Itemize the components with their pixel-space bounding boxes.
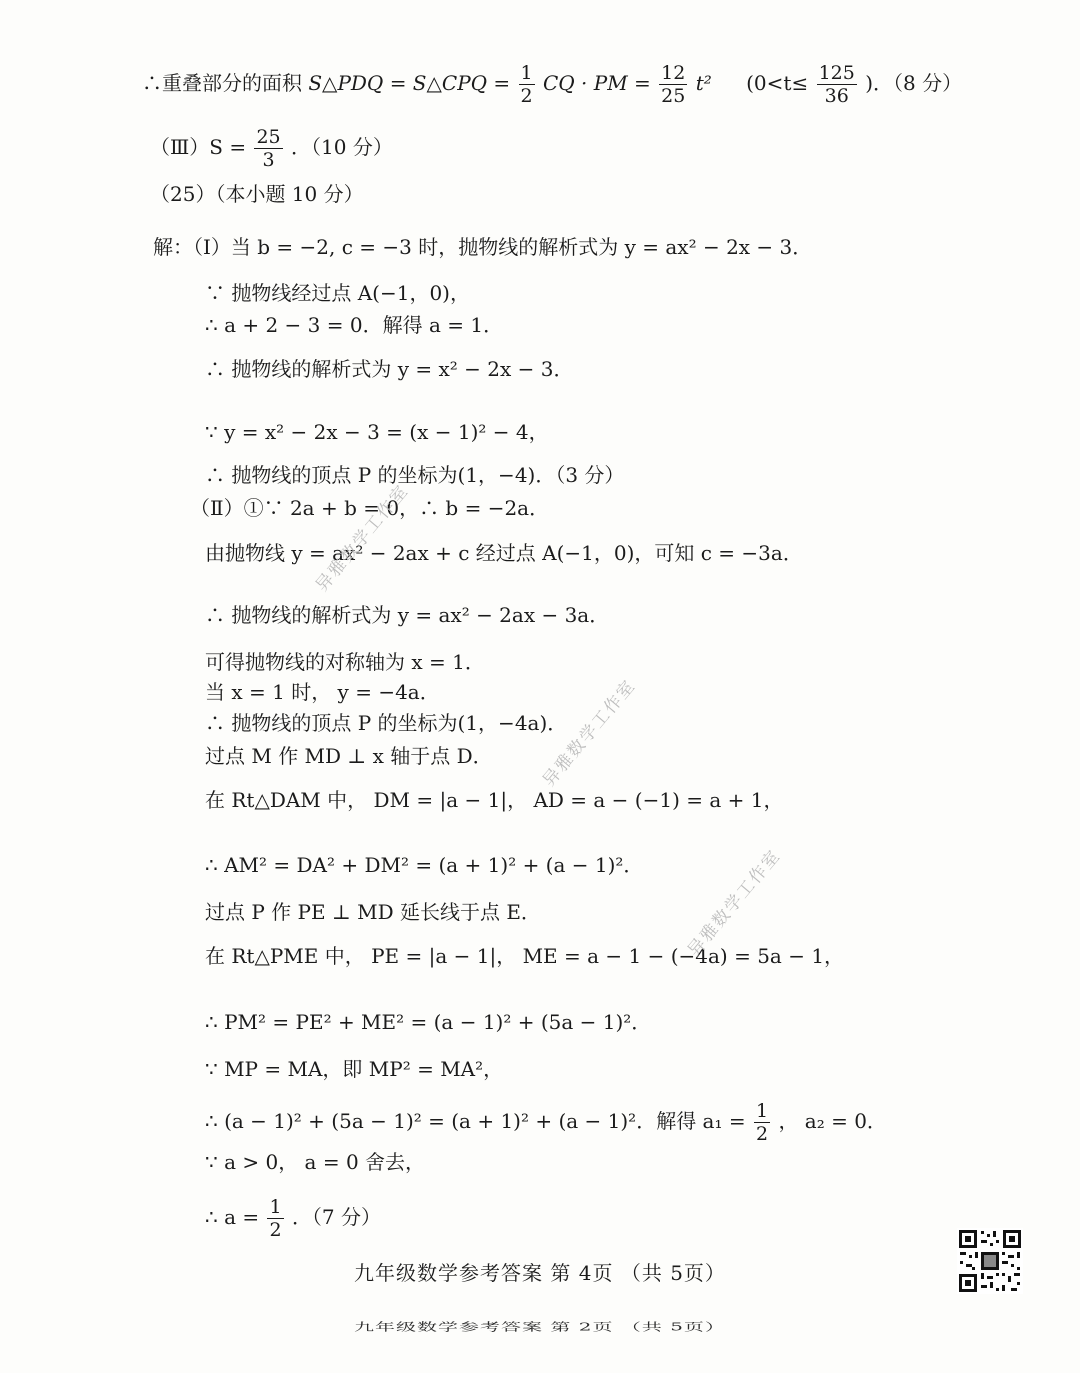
frac-num: 125 [818,62,855,84]
question-25-title: （25）（本小题 10 分） [150,182,364,206]
solution-line-15: ∴ AM² = DA² + DM² = (a + 1)² + (a − 1)²． [205,853,644,877]
solution-line-21: ∵ a > 0， a = 0 舍去， [205,1150,426,1174]
sol22-prefix: ∴ a = [205,1205,260,1229]
frac-den: 3 [262,149,275,171]
frac-num: 25 [256,126,281,148]
overlap-range-suffix: )．（8 分） [865,71,963,95]
fraction-1-2 [754,1100,770,1145]
watermark: 异雅数学工作室 [312,480,414,596]
watermark: 异雅数学工作室 [539,675,641,791]
solution-line-14: 在 Rt△DAM 中， DM = |a − 1|， AD = a − (−1) = a + 1， [205,788,784,812]
frac-den: 2 [755,1123,769,1145]
sol20-prefix: ∴ (a − 1)² + (5a − 1)² = (a + 1)² + (a − 1)²．解得 a₁ = [205,1109,746,1133]
solution-line-19: ∵ MP = MA，即 MP² = MA²， [205,1057,504,1081]
overlap-formula: S△PDQ = S△CPQ = [308,71,517,95]
overlap-prefix: ∴重叠部分的面积 [142,71,302,95]
fraction-25-3 [254,126,282,171]
solution-line-6: ∴ 抛物线的顶点 P 的坐标为(1，−4)．（3 分） [205,463,625,487]
frac-den: 36 [824,85,849,107]
overlap-t2: t² [695,71,712,95]
overlap-range-prefix: (0<t≤ [746,71,809,95]
solution-line-2: ∵ 抛物线经过点 A(−1，0)， [205,281,470,305]
fraction-half [519,62,535,107]
fraction-12-25 [659,62,687,107]
fraction-125-36 [817,62,857,107]
solution-line-13: 过点 M 作 MD ⊥ x 轴于点 D． [205,744,493,768]
watermark: 异雅数学工作室 [684,845,786,961]
part3-line [150,126,393,171]
solution-line-8: 由抛物线 y = ax² − 2ax + c 经过点 A(−1，0)，可知 c = −3a． [205,541,803,565]
solution-line-9: ∴ 抛物线的解析式为 y = ax² − 2ax − 3a． [205,603,610,627]
fraction-1-2-final [267,1196,283,1241]
solution-line-16: 过点 P 作 PE ⊥ MD 延长线于点 E． [205,900,541,924]
qr-code-icon [957,1228,1023,1294]
solution-line-11: 当 x = 1 时， y = −4a． [205,680,440,704]
overlap-area-line [142,62,962,107]
solution-line-20 [205,1100,887,1145]
solution-line-4: ∴ 抛物线的解析式为 y = x² − 2x − 3． [205,357,574,381]
solution-line-7: （Ⅱ）①∵ 2a + b = 0，∴ b = −2a． [190,496,550,520]
part3-prefix: （Ⅲ）S = [150,135,247,159]
part3-suffix: ．（10 分） [291,135,393,159]
solution-line-5: ∵ y = x² − 2x − 3 = (x − 1)² − 4， [205,420,549,444]
frac-num: 12 [661,62,686,84]
frac-num: 1 [520,62,533,84]
overlap-mid: CQ · PM = [542,71,658,95]
solution-line-3: ∴ a + 2 − 3 = 0．解得 a = 1． [205,313,504,337]
solution-line-22 [205,1196,381,1241]
page-footer: 九年级数学参考答案 第 4页 （共 5页） [354,1261,726,1285]
solution-line-18: ∴ PM² = PE² + ME² = (a − 1)² + (5a − 1)²． [205,1010,652,1034]
frac-den: 2 [520,85,533,107]
sol20-suffix: ， a₂ = 0． [778,1109,887,1133]
sol22-suffix: ．（7 分） [291,1205,382,1229]
frac-num: 1 [755,1100,769,1122]
solution-line-10: 可得抛物线的对称轴为 x = 1． [205,650,485,674]
solution-line-17: 在 Rt△PME 中， PE = |a − 1|， ME = a − 1 − (−4a) = 5a − 1， [205,944,845,968]
bleed-through-footer: 九年级数学参考答案 第 2页 （共 5页） [354,1320,726,1334]
solution-line-12: ∴ 抛物线的顶点 P 的坐标为(1，−4a)． [205,711,568,735]
frac-num: 1 [269,1196,282,1218]
solution-line-1: 解：（Ⅰ）当 b = −2, c = −3 时，抛物线的解析式为 y = ax² − 2x − 3． [153,235,813,259]
frac-den: 2 [269,1219,282,1241]
frac-den: 25 [661,85,686,107]
